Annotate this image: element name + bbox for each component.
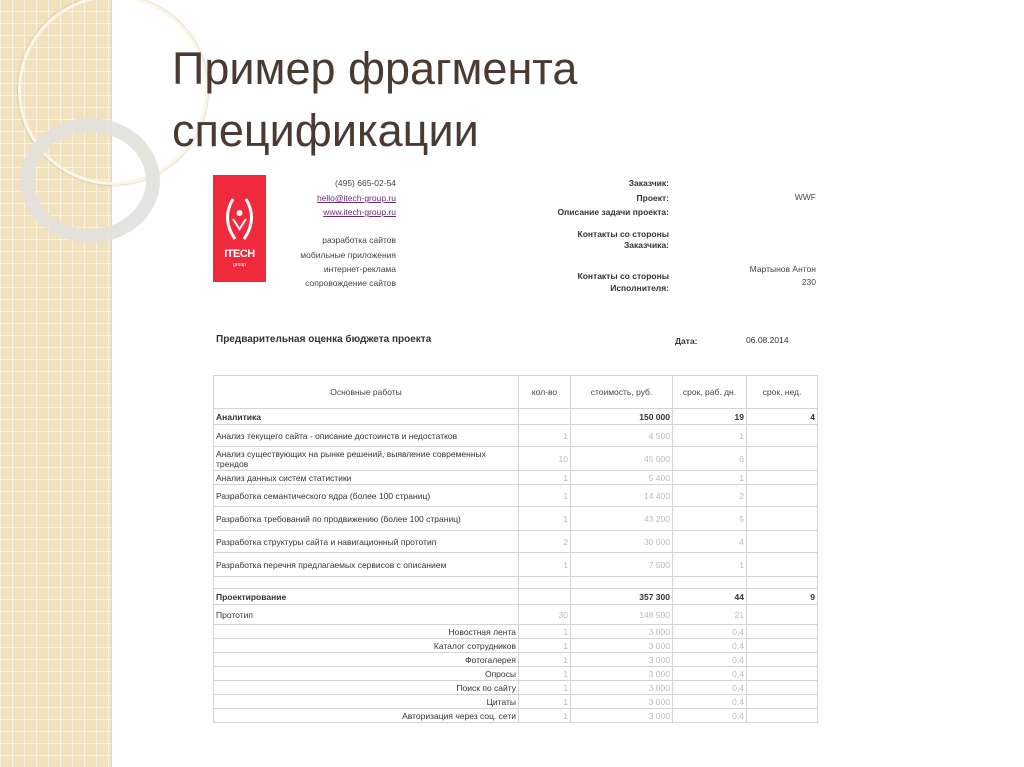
cell-name: Аналитика [214, 409, 519, 425]
cell-days [673, 577, 747, 589]
project-value: WWF [794, 192, 816, 202]
cell-days: 1 [673, 425, 747, 447]
cell-weeks: 4 [747, 409, 818, 425]
cell-weeks: 9 [747, 589, 818, 605]
cell-weeks [747, 425, 818, 447]
cell-name: Опросы [214, 667, 519, 681]
cell-weeks [747, 709, 818, 723]
table-row [214, 667, 818, 681]
cell-days: 19 [673, 409, 747, 425]
cell-cost [571, 577, 673, 589]
table-row [214, 681, 818, 695]
cell-cost: 7 500 [571, 553, 673, 577]
customer-label: Заказчик: [628, 178, 669, 188]
table-row [214, 485, 818, 507]
task-label: Описание задачи проекта: [557, 207, 669, 217]
table-row [214, 471, 818, 485]
date-label: Дата: [675, 336, 698, 346]
cell-cost: 30 000 [571, 531, 673, 553]
cell-weeks [747, 667, 818, 681]
decorative-sidebar [0, 0, 112, 767]
cell-weeks [747, 577, 818, 589]
table-row [214, 447, 818, 471]
executor-ext: 230 [801, 277, 816, 287]
cell-weeks [747, 531, 818, 553]
table-row [214, 507, 818, 531]
cell-qty: 1 [519, 667, 571, 681]
cell-cost: 45 000 [571, 447, 673, 471]
cell-name: Фотогалерея [214, 653, 519, 667]
cell-qty: 1 [519, 553, 571, 577]
cell-weeks [747, 507, 818, 531]
table-header-row [214, 376, 818, 409]
cell-name: Прототип [214, 605, 519, 625]
cell-qty: 1 [519, 507, 571, 531]
cell-cost: 3 000 [571, 695, 673, 709]
cell-name: Проектирование [214, 589, 519, 605]
cell-qty: 1 [519, 485, 571, 507]
service: разработка сайтов [322, 235, 396, 245]
table-row [214, 425, 818, 447]
cell-qty [519, 577, 571, 589]
cell-weeks [747, 625, 818, 639]
cell-name: Цитаты [214, 695, 519, 709]
table-row [214, 639, 818, 653]
cell-qty: 1 [519, 425, 571, 447]
table-row [214, 625, 818, 639]
cell-cost: 43 200 [571, 507, 673, 531]
executor-name: Мартынов Антон [749, 264, 816, 274]
cell-name: Разработка перечня предлагаемых сервисов с описанием [214, 553, 519, 577]
cell-weeks [747, 553, 818, 577]
cell-name [214, 577, 519, 589]
cell-weeks [747, 639, 818, 653]
table-row [214, 577, 818, 589]
cell-weeks [747, 605, 818, 625]
cell-cost: 5 400 [571, 471, 673, 485]
cell-cost: 3 000 [571, 681, 673, 695]
cell-days: 4 [673, 531, 747, 553]
cell-qty [519, 589, 571, 605]
cell-qty: 1 [519, 681, 571, 695]
table-row [214, 553, 818, 577]
cell-cost: 14 400 [571, 485, 673, 507]
column-header: стоимость, руб. [571, 376, 673, 409]
cell-name: Авторизация через соц. сети [214, 709, 519, 723]
cell-weeks [747, 681, 818, 695]
cell-cost: 3 000 [571, 625, 673, 639]
cell-days: 0,4 [673, 639, 747, 653]
cell-cost: 357 300 [571, 589, 673, 605]
cell-name: Разработка структуры сайта и навигационный прототип [214, 531, 519, 553]
column-header: срок, нед. [747, 376, 818, 409]
email-link[interactable]: hello@itech-group.ru [316, 193, 396, 203]
cell-qty: 1 [519, 709, 571, 723]
cell-qty: 1 [519, 471, 571, 485]
cell-name: Новостная лента [214, 625, 519, 639]
cell-cost: 150 000 [571, 409, 673, 425]
cell-qty: 30 [519, 605, 571, 625]
cell-days: 21 [673, 605, 747, 625]
budget-title: Предварительная оценка бюджета проекта [216, 334, 432, 345]
cell-cost: 3 000 [571, 653, 673, 667]
site-link[interactable]: www.itech-group.ru [323, 207, 396, 217]
cell-name: Разработка требований по продвижению (более 100 страниц) [214, 507, 519, 531]
column-header: Основные работы [214, 376, 519, 409]
table-row [214, 695, 818, 709]
cell-qty: 1 [519, 653, 571, 667]
cell-weeks [747, 653, 818, 667]
cell-cost: 148 500 [571, 605, 673, 625]
cell-name: Разработка семантического ядра (более 100 страниц) [214, 485, 519, 507]
cell-name: Анализ данных систем статистики [214, 471, 519, 485]
cell-days: 0,4 [673, 695, 747, 709]
company-logo [213, 175, 266, 282]
customer-contacts-label: Контакты со стороны [577, 229, 669, 239]
cell-weeks [747, 695, 818, 709]
cell-weeks [747, 485, 818, 507]
cell-cost: 4 500 [571, 425, 673, 447]
column-header: кол-во [519, 376, 571, 409]
cell-days: 1 [673, 553, 747, 577]
cell-days: 5 [673, 507, 747, 531]
project-label: Проект: [636, 193, 669, 203]
cell-name: Поиск по сайту [214, 681, 519, 695]
logo-text: ITECH [224, 248, 255, 260]
service: мобильные приложения [300, 250, 396, 260]
cell-name: Анализ существующих на рынке решений, выявление современных трендов [214, 447, 519, 471]
cell-qty: 1 [519, 639, 571, 653]
decorative-ring [20, 118, 160, 243]
column-header: срок, раб. дн. [673, 376, 747, 409]
table-row [214, 589, 818, 605]
cell-days: 0,4 [673, 709, 747, 723]
cell-qty [519, 409, 571, 425]
cell-qty: 1 [519, 625, 571, 639]
cell-cost: 3 000 [571, 639, 673, 653]
table-row [214, 605, 818, 625]
cell-days: 0,4 [673, 653, 747, 667]
cell-name: Анализ текущего сайта - описание достоинств и недостатков [214, 425, 519, 447]
budget-table [213, 375, 818, 723]
slide-title: Пример фрагмента спецификации [172, 43, 578, 156]
executor-contacts-label: Контакты со стороны [577, 271, 669, 281]
cell-days: 6 [673, 447, 747, 471]
cell-days: 44 [673, 589, 747, 605]
cell-days: 2 [673, 485, 747, 507]
table-row [214, 653, 818, 667]
cell-days: 1 [673, 471, 747, 485]
cell-days: 0,4 [673, 667, 747, 681]
customer-contacts-label: Заказчика: [623, 240, 669, 250]
cell-days: 0,4 [673, 681, 747, 695]
cell-name: Каталог сотрудников [214, 639, 519, 653]
cell-weeks [747, 471, 818, 485]
cell-days: 0,4 [673, 625, 747, 639]
cell-cost: 3 000 [571, 667, 673, 681]
cell-qty: 2 [519, 531, 571, 553]
service: интернет-реклама [323, 264, 396, 274]
executor-contacts-label: Исполнителя: [610, 283, 669, 293]
date-value: 06.08.2014 [746, 335, 789, 345]
service: сопровождение сайтов [305, 278, 396, 288]
logo-sub: group [233, 262, 246, 268]
cell-qty: 10 [519, 447, 571, 471]
cell-qty: 1 [519, 695, 571, 709]
table-row [214, 409, 818, 425]
cell-cost: 3 000 [571, 709, 673, 723]
table-row [214, 531, 818, 553]
cell-weeks [747, 447, 818, 471]
table-row [214, 709, 818, 723]
phone: (495) 665-02-54 [335, 178, 396, 188]
logo-emblem-icon [213, 189, 266, 249]
